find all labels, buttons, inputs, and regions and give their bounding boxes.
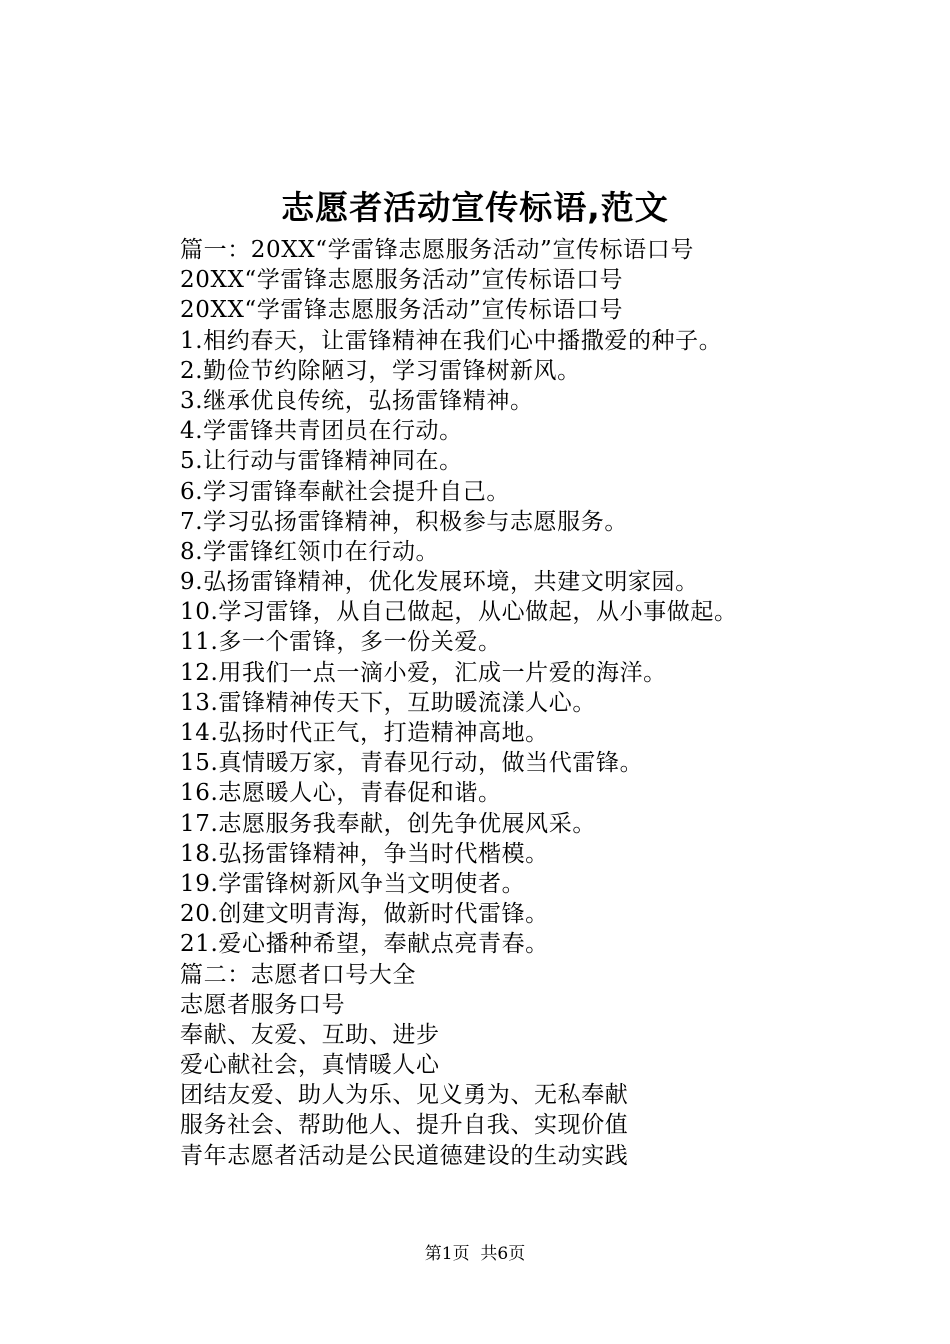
text-line: 8.学雷锋红领巾在行动。 — [180, 538, 440, 565]
text-line: 3.继承优良传统，弘扬雷锋精神。 — [180, 387, 534, 414]
text-line: 13.雷锋精神传天下，互助暖流漾人心。 — [180, 689, 596, 716]
text-line: 10.学习雷锋，从自己做起，从心做起，从小事做起。 — [180, 599, 738, 626]
text-line: 团结友爱、助人为乐、见义勇为、无私奉献 — [180, 1082, 629, 1109]
text-line: 18.弘扬雷锋精神，争当时代楷模。 — [180, 840, 549, 867]
text-line: 2.勤俭节约除陋习，学习雷锋树新风。 — [180, 357, 581, 384]
text-line: 爱心献社会，真情暖人心 — [180, 1052, 440, 1079]
text-line: 20XX“学雷锋志愿服务活动”宣传标语口号 — [180, 267, 624, 294]
text-line: 志愿者服务口号 — [180, 991, 346, 1018]
text-line: 4.学雷锋共青团员在行动。 — [180, 418, 463, 445]
page-footer: 第1页 共6页 — [424, 1244, 526, 1264]
text-line: 5.让行动与雷锋精神同在。 — [180, 448, 463, 475]
text-line: 青年志愿者活动是公民道德建设的生动实践 — [180, 1142, 629, 1169]
document-body — [180, 235, 800, 1171]
text-line: 11.多一个雷锋，多一份关爱。 — [180, 629, 502, 656]
text-line: 12.用我们一点一滴小爱，汇成一片爱的海洋。 — [180, 659, 667, 686]
text-line: 6.学习雷锋奉献社会提升自己。 — [180, 478, 510, 505]
document-title: 志愿者活动宣传标语,范文 — [281, 188, 669, 227]
text-line: 1.相约春天，让雷锋精神在我们心中播撒爱的种子。 — [180, 327, 723, 354]
text-line: 20.创建文明青海，做新时代雷锋。 — [180, 901, 549, 928]
text-line: 奉献、友爱、互助、进步 — [180, 1021, 440, 1048]
text-line: 14.弘扬时代正气，打造精神高地。 — [180, 720, 549, 746]
text-line: 19.学雷锋树新风争当文明使者。 — [180, 870, 526, 897]
text-line: 9.弘扬雷锋精神，优化发展环境，共建文明家园。 — [180, 569, 699, 596]
text-line: 7.学习弘扬雷锋精神，积极参与志愿服务。 — [180, 508, 628, 535]
text-line: 17.志愿服务我奉献，创先争优展风采。 — [180, 810, 596, 837]
text-line: 21.爱心播种希望，奉献点亮青春。 — [180, 931, 549, 958]
text-line: 篇二：志愿者口号大全 — [180, 961, 416, 988]
text-line: 15.真情暖万家，青春见行动，做当代雷锋。 — [180, 750, 644, 777]
text-line: 16.志愿暖人心，青春促和谐。 — [180, 780, 502, 807]
text-line: 服务社会、帮助他人、提升自我、实现价值 — [180, 1112, 629, 1139]
text-line: 20XX“学雷锋志愿服务活动”宣传标语口号 — [180, 297, 624, 324]
text-line: 篇一：20XX“学雷锋志愿服务活动”宣传标语口号 — [180, 237, 694, 263]
